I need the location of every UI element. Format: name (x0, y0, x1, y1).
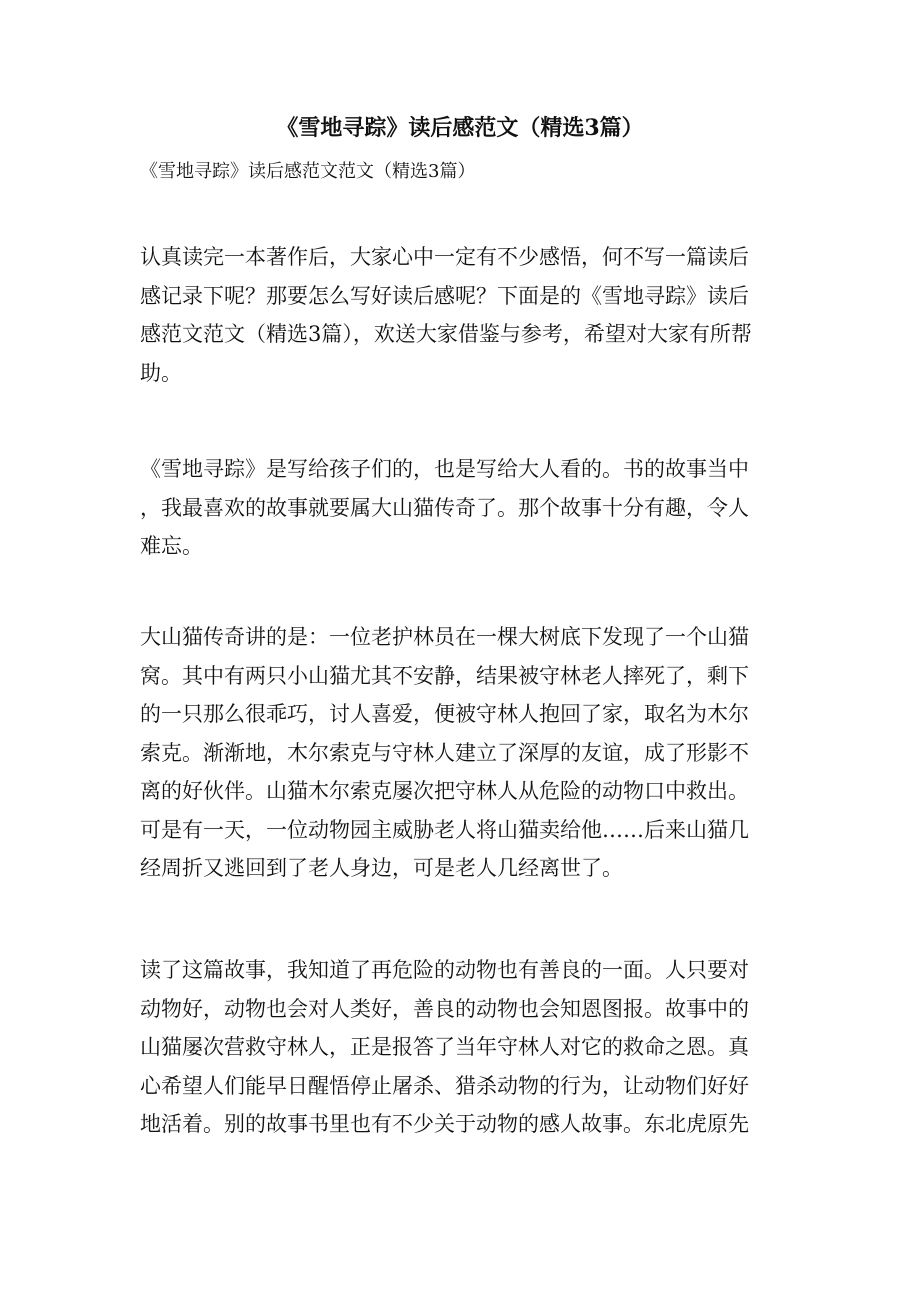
paragraph-line: 大山猫传奇讲的是：一位老护林员在一棵大树底下发现了一个山猫 (140, 625, 749, 649)
paragraph-line: 感范文范文（精选3篇），欢送大家借鉴与参考，希望对大家有所帮 (140, 322, 752, 346)
paragraph-reflection (140, 951, 780, 1144)
paragraph-line: 感记录下呢？那要怎么写好读后感呢？下面是的《雪地寻踪》读后 (140, 283, 749, 308)
paragraph-line: 山猫屡次营救守林人，正是报答了当年守林人对它的救命之恩。真 (140, 1035, 749, 1059)
paragraph-line: 难忘。 (140, 534, 203, 558)
paragraph-line: 离的好伙伴。山猫木尔索克屡次把守林人从危险的动物口中救出。 (140, 779, 749, 803)
paragraph-intro (140, 238, 780, 392)
paragraph-line: 读了这篇故事，我知道了再危险的动物也有善良的一面。人只要对 (140, 958, 749, 982)
paragraph-line: 索克。渐渐地，木尔索克与守林人建立了深厚的友谊，成了形影不 (140, 740, 749, 765)
paragraph-line: 可是有一天，一位动物园主威胁老人将山猫卖给他……后来山猫几 (140, 817, 749, 842)
document-title: 《雪地寻踪》读后感范文（精选3篇） (276, 115, 644, 141)
paragraph-line: 心希望人们能早日醒悟停止屠杀、猎杀动物的行为，让动物们好好 (140, 1073, 749, 1098)
paragraph-line: 助。 (140, 360, 182, 385)
paragraph-line: 的一只那么很乖巧，讨人喜爱，便被守林人抱回了家，取名为木尔 (140, 702, 749, 726)
paragraph-line: 动物好，动物也会对人类好，善良的动物也会知恩图报。故事中的 (140, 996, 749, 1021)
document-subtitle: 《雪地寻踪》读后感范文范文（精选3篇） (140, 161, 476, 182)
paragraph-line: 地活着。别的故事书里也有不少关于动物的感人故事。东北虎原先 (140, 1112, 749, 1136)
paragraph-line: ，我最喜欢的故事就要属大山猫传奇了。那个故事十分有趣，令人 (140, 495, 749, 520)
paragraph-line: 窝。其中有两只小山猫尤其不安静，结果被守林老人摔死了，剩下 (140, 663, 749, 688)
paragraph-book-overview (140, 450, 780, 566)
paragraph-line: 《雪地寻踪》是写给孩子们的，也是写给大人看的。书的故事当中 (140, 457, 749, 481)
paragraph-line: 认真读完一本著作后，大家心中一定有不少感悟，何不写一篇读后 (140, 245, 749, 269)
paragraph-line: 经周折又逃回到了老人身边，可是老人几经离世了。 (140, 856, 623, 880)
paragraph-story-summary (140, 618, 780, 888)
